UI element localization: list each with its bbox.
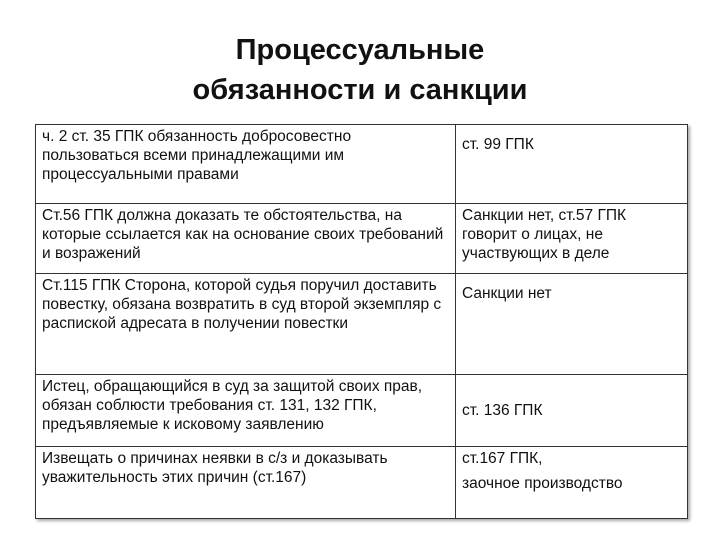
slide-title-line-1: Процессуальные [235, 34, 485, 66]
duty-cell: Ст.115 ГПК Сторона, которой судья поручил доставить повестку, обязана возвратить в суд второй экземпляр с распиской адресата в получении повестки [36, 274, 456, 375]
sanction-line-1: ст.167 ГПК, [462, 450, 543, 467]
sanction-cell: ст. 136 ГПК [456, 375, 688, 447]
sanction-cell: Санкции нет [456, 274, 688, 375]
slide-title-line-2: обязанности и санкции [192, 74, 528, 106]
slide-title [0, 30, 720, 110]
sanction-cell [456, 447, 688, 519]
table-row [36, 125, 688, 204]
duty-cell: ч. 2 ст. 35 ГПК обязанность добросовестно пользоваться всеми принадлежащими им процессуальными правами [36, 125, 456, 204]
table-row [36, 447, 688, 519]
sanction-cell: Санкции нет, ст.57 ГПК говорит о лицах, не участвующих в деле [456, 204, 688, 274]
sanction-cell: ст. 99 ГПК [456, 125, 688, 204]
table-row [36, 204, 688, 274]
duty-cell: Извещать о причинах неявки в с/з и доказывать уважительность этих причин (ст.167) [36, 447, 456, 519]
duty-cell: Истец, обращающийся в суд за защитой своих прав, обязан соблюсти требования ст. 131, 132 ГПК, предъявляемые к исковому заявлению [36, 375, 456, 447]
table-row [36, 274, 688, 375]
table-row [36, 375, 688, 447]
obligations-sanctions-table [35, 124, 688, 519]
sanction-line-2: заочное производство [462, 475, 623, 492]
duty-cell: Ст.56 ГПК должна доказать те обстоятельства, на которые ссылается как на основание своих требований и возражений [36, 204, 456, 274]
